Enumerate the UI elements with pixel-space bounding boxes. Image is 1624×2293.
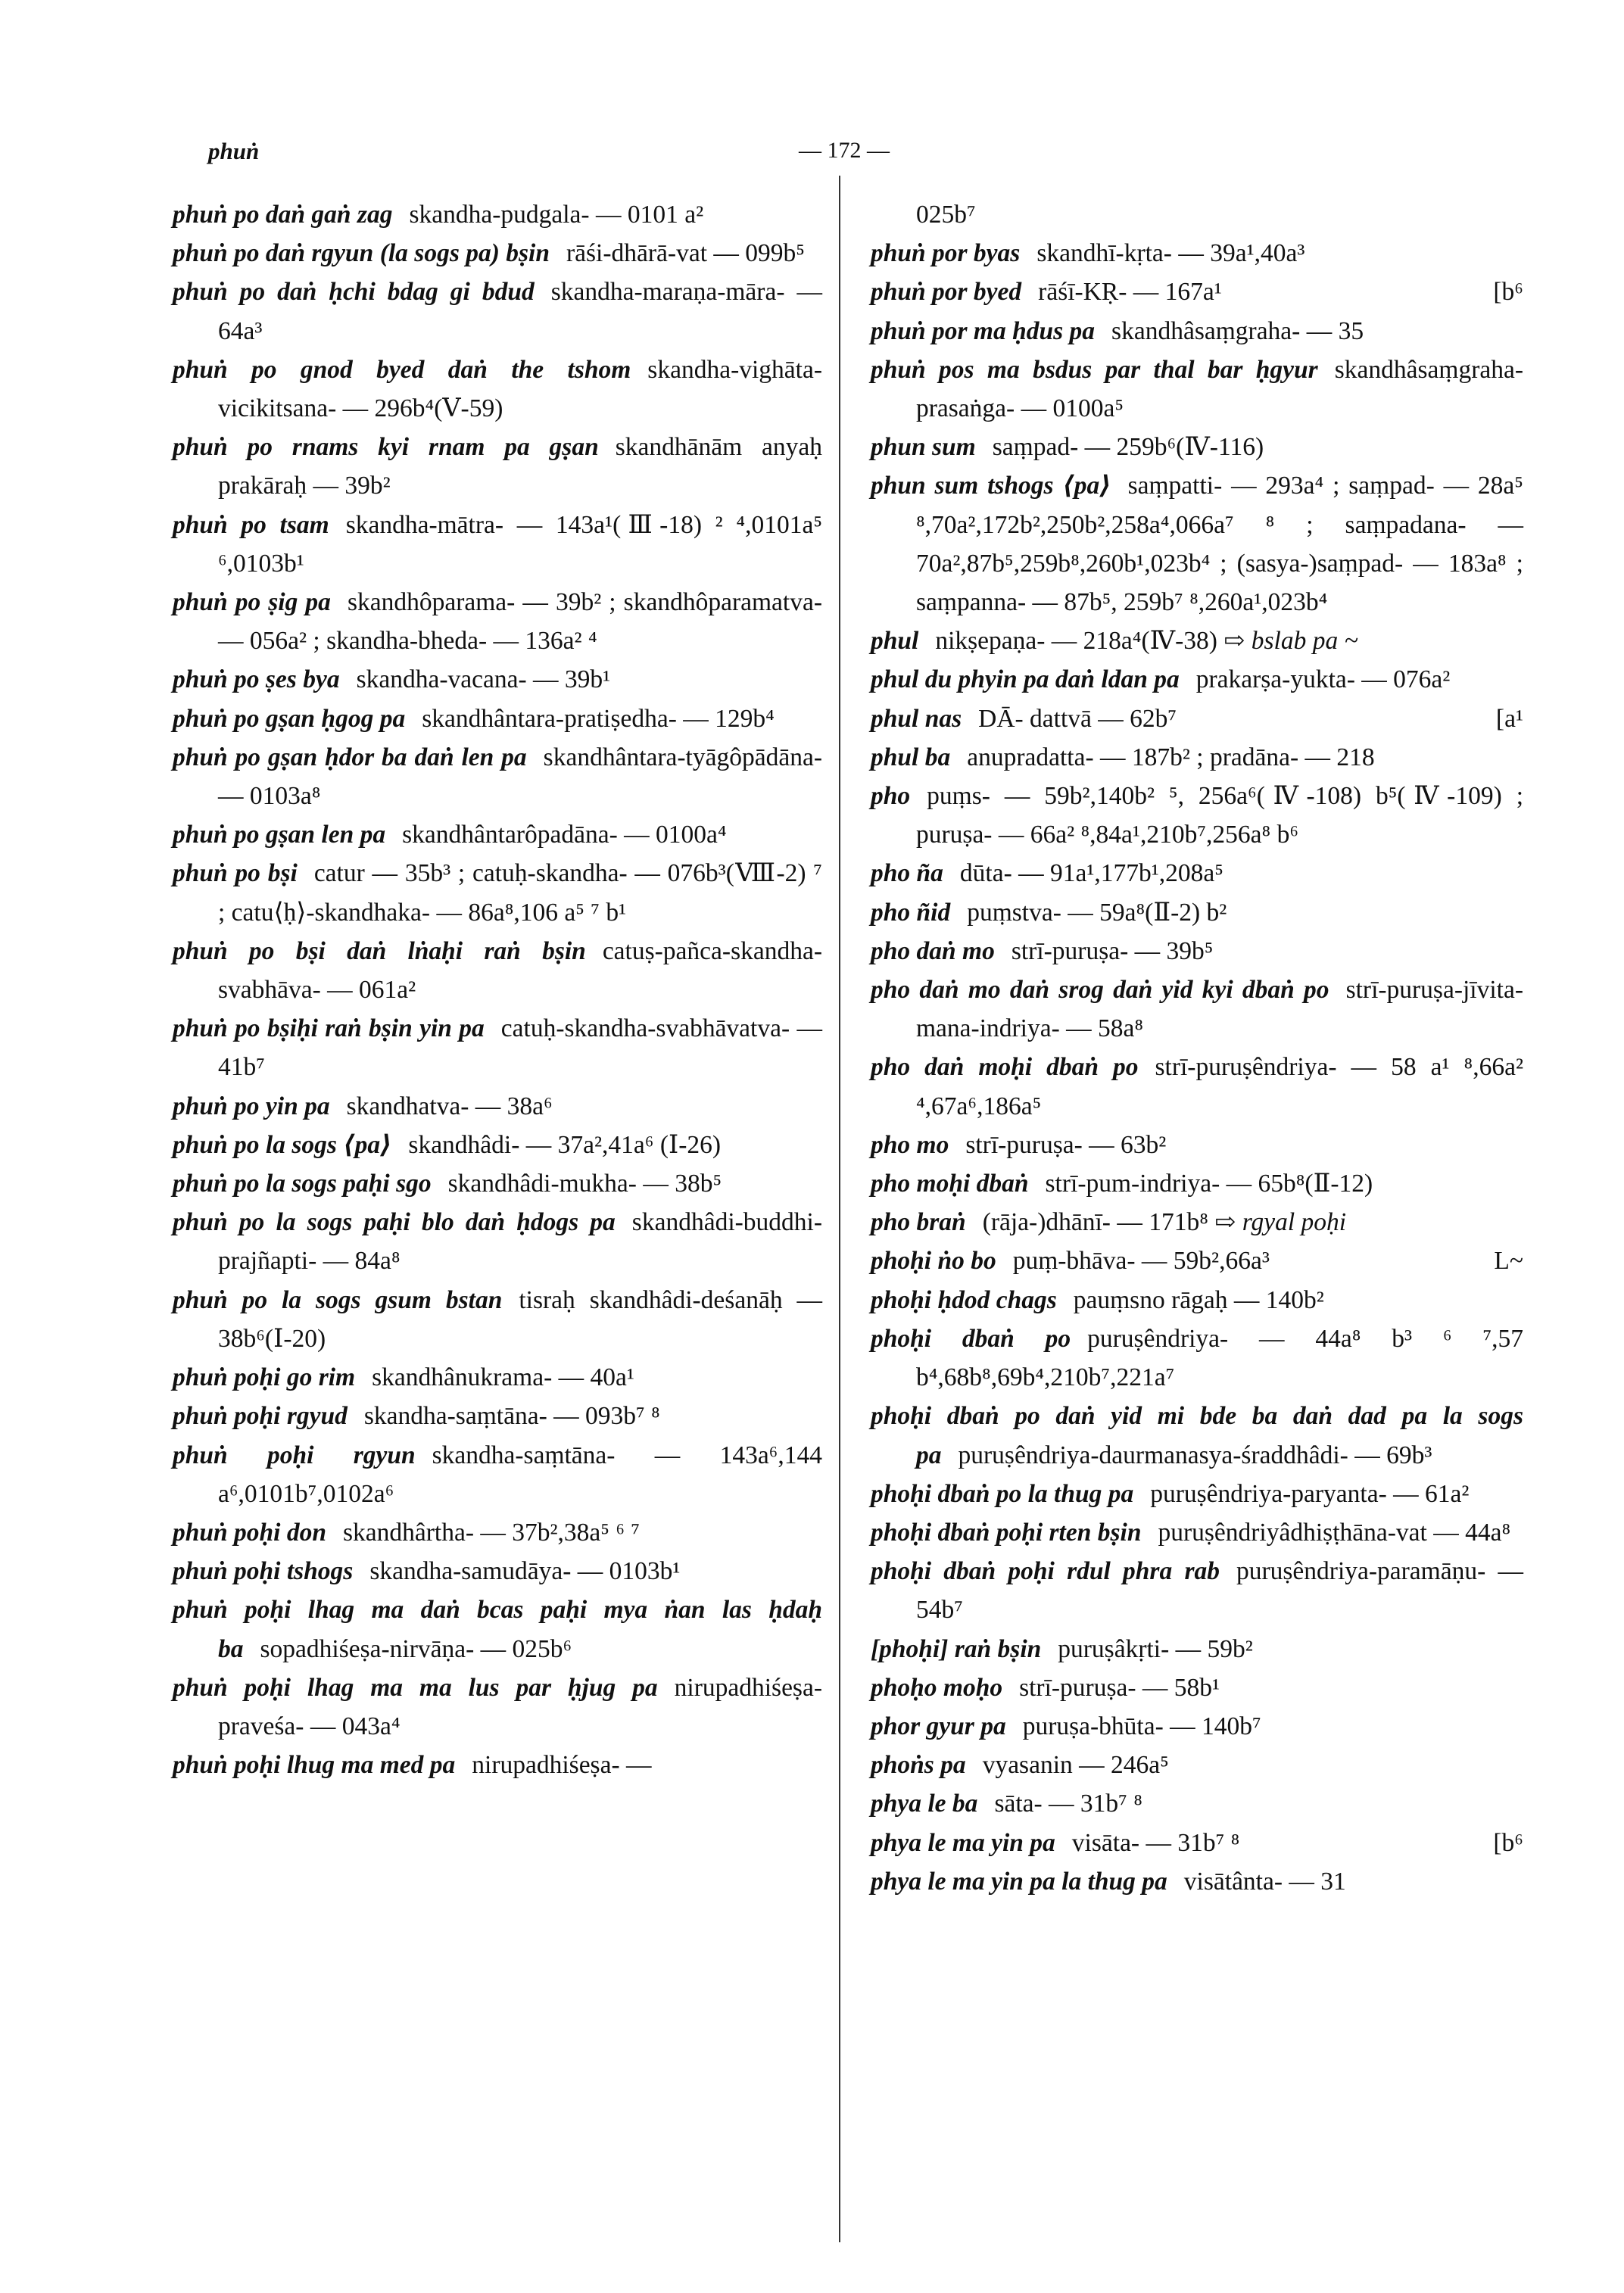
headword: phun sum — [871, 433, 976, 462]
gloss: puṃs- — 59b²,140b² ⁵, 256a⁶(Ⅳ-108) b⁵(Ⅳ-109) ; puruṣa- — 66a² ⁸,84a¹,210b⁷,256a⁸ b⁶ — [916, 782, 1523, 849]
gloss: saṃpad- — 259b⁶(Ⅳ-116) — [992, 433, 1264, 462]
gloss: visāta- — 31b⁷ ⁸ — [1071, 1828, 1240, 1857]
headword: phuṅ po daṅ rgyun (la sogs pa) bṣin — [173, 239, 550, 268]
dictionary-entry — [871, 777, 1523, 854]
headword: phoḥi dbaṅ poḥi rdul phra rab — [871, 1557, 1220, 1586]
gloss: skandha-pudgala- — 0101 a² — [409, 201, 704, 229]
headword: pho daṅ moḥi dbaṅ po — [871, 1053, 1139, 1082]
dictionary-entry — [173, 273, 822, 350]
headword: phuṅ poḥi don — [173, 1518, 326, 1547]
headword: phuṅ poḥi rgyud — [173, 1402, 348, 1431]
headword: pho ñid — [871, 898, 951, 927]
gloss: puruṣa-bhūta- — 140b⁷ — [1022, 1712, 1261, 1740]
dictionary-entry — [173, 1552, 822, 1590]
headword: phoḥo moḥo — [871, 1673, 1003, 1702]
dictionary-entry — [871, 1630, 1523, 1668]
dictionary-entry — [173, 234, 822, 273]
headword: phoḥi dbaṅ po — [871, 1324, 1071, 1353]
dictionary-entry — [173, 699, 822, 738]
gloss: prakarṣa-yukta- — 076a² — [1195, 665, 1451, 694]
headword: phuṅ por byed — [871, 278, 1022, 307]
gloss: skandhôparama- — 39b² ; skandhôparamatva- — 056a² ; skandha-bheda- — 136a² ⁴ — [218, 588, 822, 656]
headword: phuṅ po la sogs ⟨pa⟩ — [173, 1130, 392, 1159]
gloss: puruṣêndriyâdhiṣṭhāna-vat — 44a⁸ — [1158, 1518, 1511, 1547]
cross-reference: bslab pa ~ — [1251, 627, 1358, 656]
gloss: rāśi-dhārā-vat — 099b⁵ — [566, 239, 805, 268]
dictionary-entry — [871, 1784, 1523, 1823]
dictionary-entry — [871, 1707, 1523, 1746]
gloss: saṃpatti- — 293a⁴ ; saṃpad- — 28a⁵ ⁸,70a²,172b²,250b²,258a⁴,066a⁷ ⁸ ; saṃpadana- — 70a²,87b⁵,259b⁸,260b¹,023b⁴ ; (sasya-)saṃpad- — 183a⁸ ; saṃpanna- — 87b⁵, 259b⁷ ⁸,260a¹,023b⁴ — [916, 472, 1523, 617]
dictionary-entry — [173, 350, 822, 428]
headword: phuṅ po tsam — [173, 510, 329, 539]
gloss: skandha-vacana- — 39b¹ — [356, 665, 611, 694]
dictionary-entry — [871, 854, 1523, 893]
right-column — [871, 195, 1523, 1901]
headword: phuṅ po bṣiḥi raṅ bṣin yin pa — [173, 1014, 485, 1043]
gloss: catuḥ-skandha-svabhāvatva- — 41b⁷ — [218, 1014, 822, 1082]
gloss: nirupadhiśeṣa- — — [472, 1751, 652, 1780]
headword: [phoḥi] raṅ bṣin — [871, 1634, 1042, 1663]
gloss: (rāja-)dhānī- — 171b⁸ ⇨ — [982, 1208, 1236, 1237]
dictionary-entry — [173, 1358, 822, 1397]
dictionary-entry — [871, 1319, 1523, 1397]
gloss: puruṣêndriya-paryanta- — 61a² — [1150, 1479, 1470, 1508]
headword: phuṅ poḥi lhug ma med pa — [173, 1751, 456, 1780]
headword: phuṅ poḥi go rim — [173, 1363, 356, 1392]
headword: phul du phyin pa daṅ ldan pa — [871, 665, 1180, 694]
gloss: puruṣêndriya-daurmanasya-śraddhâdi- — 69b³ — [958, 1441, 1432, 1469]
headword: pho — [871, 782, 911, 811]
gloss: puruṣâkṛti- — 59b² — [1058, 1634, 1253, 1663]
headword: phuṅ po gṣan ḥdor ba daṅ len pa — [173, 743, 527, 771]
gloss: puṃ-bhāva- — 59b²,66a³ — [1012, 1247, 1270, 1276]
headword: phuṅ po gṣan len pa — [173, 821, 386, 849]
headword: phun sum tshogs ⟨pa⟩ — [871, 472, 1111, 500]
headword: phoḥi dbaṅ po la thug pa — [871, 1479, 1134, 1508]
headword: phuṅ pos ma bsdus par thal bar ḥgyur — [871, 355, 1318, 384]
dictionary-entry — [871, 893, 1523, 932]
dictionary-entry — [871, 428, 1523, 466]
gloss: skandha-mātra- — 143a¹(Ⅲ-18) ² ⁴,0101a⁵ ⁶,0103b¹ — [218, 510, 822, 578]
dictionary-entry — [173, 815, 822, 854]
gloss: skandhānām anyaḥ prakāraḥ — 39b² — [218, 433, 822, 500]
margin-note: [b⁶ — [1493, 1828, 1523, 1857]
gloss: vyasanin — 246a⁵ — [982, 1751, 1169, 1780]
dictionary-entry — [871, 1126, 1523, 1164]
continuation-text: 025b⁷ — [916, 201, 976, 229]
headword: pho daṅ mo — [871, 936, 995, 965]
dictionary-entry — [173, 1087, 822, 1126]
headword: phul nas — [871, 704, 962, 733]
dictionary-entry — [871, 1048, 1523, 1125]
headword: phoḥi ḥdod chags — [871, 1285, 1057, 1314]
gloss: strī-puruṣêndriya- — 58 a¹ ⁸,66a² ⁴,67a⁶,186a⁵ — [916, 1053, 1523, 1120]
dictionary-entry — [871, 1513, 1523, 1552]
headword: phuṅ po bṣi daṅ lṅaḥi raṅ bṣin — [173, 936, 586, 965]
dictionary-entry — [871, 660, 1523, 699]
gloss: visātânta- — 31 — [1183, 1867, 1346, 1896]
gloss: strī-puruṣa- — 39b⁵ — [1011, 936, 1214, 965]
headword: phuṅ po rnams kyi rnam pa gṣan — [173, 433, 599, 462]
headword: phuṅ po bṣi — [173, 859, 298, 888]
dictionary-entry — [173, 1746, 822, 1784]
gloss: skandhârtha- — 37b²,38a⁵ ⁶ ⁷ — [342, 1518, 641, 1547]
gloss: strī-puruṣa- — 58b¹ — [1019, 1673, 1220, 1702]
dictionary-entry — [173, 1436, 822, 1513]
headword: phuṅ por ma ḥdus pa — [871, 316, 1096, 345]
headword: phuṅ poḥi tshogs — [173, 1557, 354, 1586]
dictionary-entry — [871, 1164, 1523, 1203]
headword: phuṅ po ṣes bya — [173, 665, 340, 694]
dictionary-entry — [173, 1164, 822, 1203]
gloss: catur — 35b³ ; catuḥ-skandha- — 076b³(Ⅷ-2) ⁷ ; catu⟨ḥ⟩-skandhaka- — 86a⁸,106 a⁵ ⁷ b¹ — [218, 859, 822, 927]
gloss: dūta- — 91a¹,177b¹,208a⁵ — [959, 859, 1223, 888]
dictionary-entry — [871, 1242, 1523, 1280]
gloss: skandhâdi-buddhi-prajñapti- — 84a⁸ — [218, 1208, 822, 1276]
headword: phuṅ po gnod byed daṅ the tshom — [173, 355, 631, 384]
dictionary-entry — [871, 1552, 1523, 1629]
gloss: skandha-saṃtāna- — 143a⁶,144 a⁶,0101b⁷,0102a⁶ — [218, 1441, 822, 1508]
dictionary-entry — [173, 932, 822, 1009]
headword: phor gyur pa — [871, 1712, 1006, 1740]
margin-note: [a¹ — [1495, 704, 1523, 733]
gloss: DĀ- dattvā — 62b⁷ — [978, 704, 1177, 733]
gloss: catuṣ-pañca-skandha-svabhāva- — 061a² — [218, 936, 822, 1005]
gloss: skandhâsaṃgraha-prasaṅga- — 0100a⁵ — [916, 355, 1523, 423]
headword: pho moḥi dbaṅ — [871, 1170, 1029, 1198]
page-number: — 172 — — [799, 138, 890, 163]
dictionary-entry — [871, 932, 1523, 970]
dictionary-entry — [871, 273, 1523, 311]
headword: phul — [871, 627, 919, 656]
headword: phuṅ po gṣan ḥgog pa — [173, 704, 406, 733]
dictionary-entry — [871, 350, 1523, 428]
gloss: skandhâsaṃgraha- — 35 — [1111, 316, 1364, 345]
gloss: sāta- — 31b⁷ ⁸ — [994, 1790, 1142, 1818]
gloss: skandha-saṃtāna- — 093b⁷ ⁸ — [363, 1402, 660, 1431]
gloss: puruṣêndriya- — 44a⁸ b³ ⁶ ⁷,57 b⁴,68b⁸,69b⁴,210b⁷,221a⁷ — [916, 1324, 1524, 1392]
dictionary-entry — [173, 583, 822, 660]
dictionary-entry — [871, 622, 1523, 660]
gloss: nikṣepaṇa- — 218a⁴(Ⅳ-38) ⇨ — [935, 627, 1245, 656]
gloss: sopadhiśeṣa-nirvāṇa- — 025b⁶ — [260, 1634, 572, 1663]
dictionary-entry — [871, 1824, 1523, 1862]
gloss: skandhânukrama- — 40a¹ — [372, 1363, 634, 1392]
headword: phoṅs pa — [871, 1751, 966, 1780]
headword: phuṅ poḥi lhag ma ma lus par ḥjug pa — [173, 1673, 658, 1702]
headword: phuṅ poḥi lhag ma daṅ bcas paḥi mya ṅan las ḥdaḥ ba — [173, 1596, 822, 1663]
dictionary-entry — [871, 970, 1523, 1048]
gloss: skandhâdi- — 37a²,41a⁶ (Ⅰ-26) — [408, 1130, 722, 1159]
headword: phya le ma yin pa la thug pa — [871, 1867, 1167, 1896]
headword: phya le ma yin pa — [871, 1828, 1055, 1857]
gloss: rāśī-KṚ- — 167a¹ — [1038, 278, 1222, 307]
gloss: skandha-maraṇa-māra- — 64a³ — [218, 278, 822, 345]
gloss: anupradatta- — 187b² ; pradāna- — 218 — [967, 743, 1375, 771]
headword: phoḥi ṅo bo — [871, 1247, 996, 1276]
dictionary-entry — [871, 234, 1523, 273]
headword: phya le ba — [871, 1790, 978, 1818]
headword: phul ba — [871, 743, 951, 771]
dictionary-entry — [871, 1397, 1523, 1474]
cross-reference: rgyal poḥi — [1242, 1208, 1347, 1237]
dictionary-entry — [173, 1203, 822, 1280]
dictionary-entry — [871, 1203, 1523, 1242]
headword: phuṅ po daṅ gaṅ zag — [173, 201, 393, 229]
headword: phuṅ po la sogs paḥi sgo — [173, 1170, 432, 1198]
dictionary-entry — [871, 699, 1523, 738]
headword: phuṅ po ṣig pa — [173, 588, 331, 617]
headword: pho ña — [871, 859, 943, 888]
gloss: skandhatva- — 38a⁶ — [346, 1092, 553, 1120]
dictionary-entry — [871, 312, 1523, 350]
dictionary-entry — [173, 1397, 822, 1435]
dictionary-entry — [173, 195, 822, 234]
dictionary-entry — [173, 1590, 822, 1668]
dictionary-entry — [173, 738, 822, 815]
dictionary-entry — [173, 1668, 822, 1746]
running-head: phuṅ — [208, 138, 260, 164]
headword: phuṅ po daṅ ḥchi bdag gi bdud — [173, 278, 535, 307]
gloss: puṃstva- — 59a⁸(Ⅱ-2) b² — [967, 898, 1227, 927]
dictionary-entry — [173, 660, 822, 699]
dictionary-entry — [173, 1513, 822, 1552]
gloss: skandhântara-tyāgôpādāna- — 0103a⁸ — [218, 743, 822, 811]
headword: phuṅ por byas — [871, 239, 1021, 268]
headword: phuṅ po la sogs gsum bstan — [173, 1285, 503, 1314]
dictionary-entry — [871, 1668, 1523, 1707]
headword: phuṅ po yin pa — [173, 1092, 330, 1120]
gloss: skandhâdi-mukha- — 38b⁵ — [447, 1170, 722, 1198]
margin-note: L~ — [1494, 1247, 1523, 1276]
gloss: skandhântara-pratiṣedha- — 129b⁴ — [422, 704, 775, 733]
headword: phuṅ po la sogs paḥi blo daṅ ḥdogs pa — [173, 1208, 616, 1237]
gloss: strī-puruṣa-jīvita-mana-indriya- — 58a⁸ — [916, 976, 1523, 1043]
dictionary-entry — [871, 466, 1523, 622]
dictionary-entry — [173, 1126, 822, 1164]
margin-note: [b⁶ — [1493, 278, 1523, 307]
dictionary-entry — [173, 428, 822, 505]
dictionary-entry — [871, 1281, 1523, 1319]
gloss: puruṣêndriya-paramāṇu- — 54b⁷ — [916, 1557, 1523, 1625]
dictionary-entry — [871, 1862, 1523, 1901]
headword: pho daṅ mo daṅ srog daṅ yid kyi dbaṅ po — [871, 976, 1329, 1005]
left-column — [173, 195, 822, 1784]
dictionary-entry — [173, 506, 822, 583]
gloss: pauṃsno rāgaḥ — 140b² — [1073, 1285, 1324, 1314]
gloss: nirupadhiśeṣa-praveśa- — 043a⁴ — [218, 1673, 822, 1740]
gloss: skandhântarôpadāna- — 0100a⁴ — [402, 821, 727, 849]
headword: phuṅ poḥi rgyun — [173, 1441, 416, 1469]
gloss: skandhī-kṛta- — 39a¹,40a³ — [1036, 239, 1305, 268]
headword: phoḥi dbaṅ po daṅ yid mi bde ba daṅ dad pa la sogs pa — [871, 1402, 1523, 1469]
dictionary-entry — [173, 1281, 822, 1358]
gloss: strī-puruṣa- — 63b² — [965, 1130, 1167, 1159]
headword: pho mo — [871, 1130, 949, 1159]
dictionary-entry — [871, 1475, 1523, 1513]
headword: pho braṅ — [871, 1208, 966, 1237]
column-divider — [839, 176, 840, 2242]
dictionary-entry — [871, 1746, 1523, 1784]
gloss: strī-pum-indriya- — 65b⁸(Ⅱ-12) — [1045, 1170, 1373, 1198]
gloss: skandha-vighāta-vicikitsana- — 296b⁴(Ⅴ-59) — [218, 355, 822, 423]
headword: phoḥi dbaṅ poḥi rten bṣin — [871, 1518, 1142, 1547]
dictionary-entry — [173, 854, 822, 931]
gloss: skandha-samudāya- — 0103b¹ — [369, 1557, 681, 1586]
gloss: tisraḥ skandhâdi-deśanāḥ — 38b⁶(Ⅰ-20) — [218, 1285, 822, 1353]
dictionary-entry — [173, 1009, 822, 1086]
dictionary-entry — [871, 738, 1523, 777]
